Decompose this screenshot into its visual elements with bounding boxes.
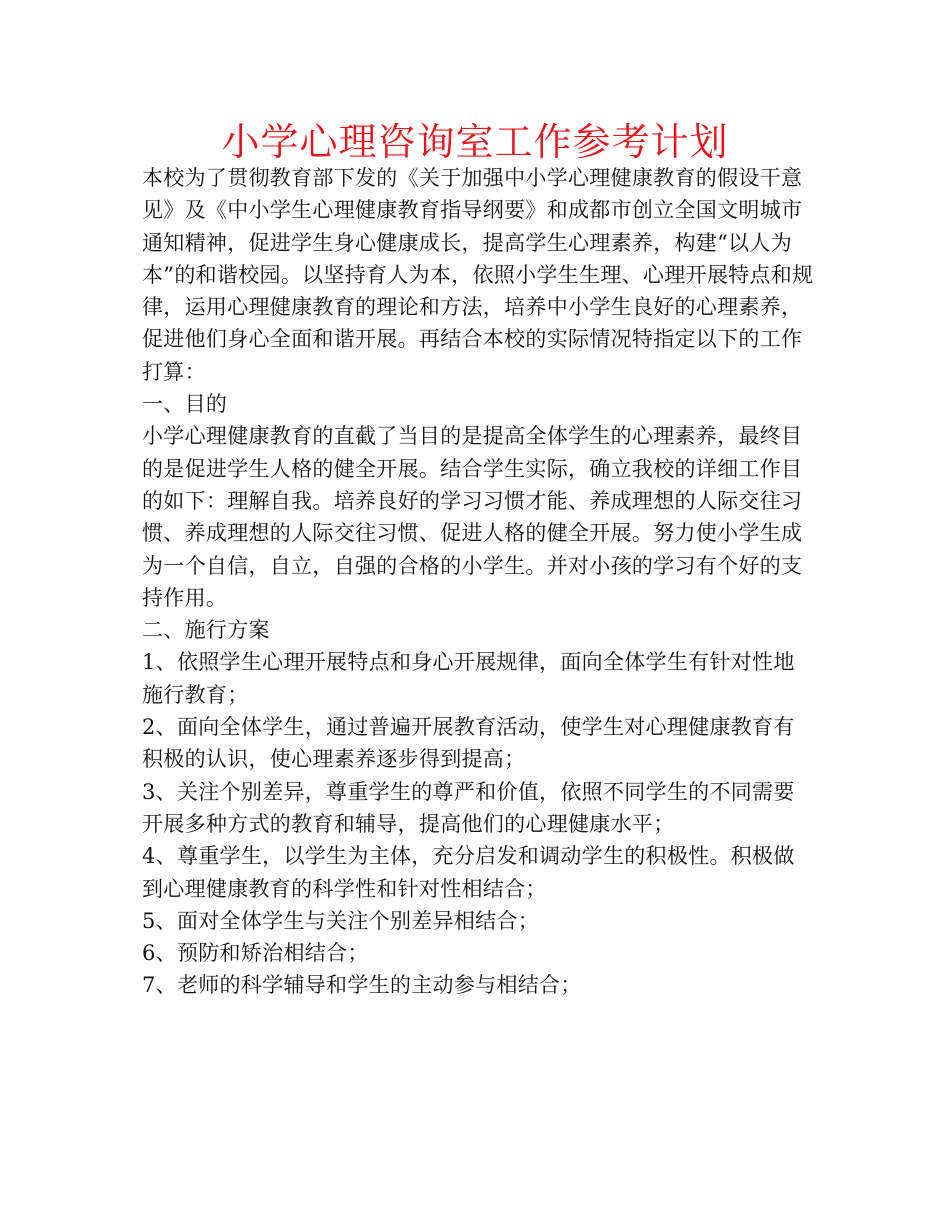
plan-item-6: 6、预防和矫治相结合； bbox=[142, 941, 369, 966]
intro-paragraph: 本校为了贯彻教育部下发的《关于加强中小学心理健康教育的假设干意见》及《中小学生心理健康教育指导纲要》和成都市创立全国文明城市通知精神，促进学生身心健康成长，提高学生心理素养，构建“以人为本”的和谐校园。以坚持育人为本，依照小学生生理、心理开展特点和规律，运用心理健康教育的理论和方法，培养中小学生良好的心理素养，促进他们身心全面和谐开展。再结合本校的实际情况特指定以下的工作打算： bbox=[142, 166, 814, 384]
section-heading-purpose: 一、目的 bbox=[142, 392, 228, 417]
plan-item-7: 7、老师的科学辅导和学生的主动参与相结合； bbox=[142, 973, 582, 998]
plan-item-5: 5、面对全体学生与关注个别差异相结合； bbox=[142, 908, 540, 933]
plan-item-2: 2、面向全体学生，通过普遍开展教育活动，使学生对心理健康教育有积极的认识，使心理素养逐步得到提高； bbox=[142, 715, 795, 772]
document-body bbox=[142, 162, 814, 1002]
purpose-paragraph: 小学心理健康教育的直截了当目的是提高全体学生的心理素养，最终目的是促进学生人格的健全开展。结合学生实际，确立我校的详细工作目的如下：理解自我。培养良好的学习习惯才能、养成理想的人际交往习惯、养成理想的人际交往习惯、促进人格的健全开展。努力使小学生成为一个自信，自立，自强的合格的小学生。并对小孩的学习有个好的支持作用。 bbox=[142, 424, 803, 610]
plan-item-3: 3、关注个别差异，尊重学生的尊严和价值，依照不同学生的不同需要开展多种方式的教育和辅导，提高他们的心理健康水平； bbox=[142, 779, 795, 836]
document-title: 小学心理咨询室工作参考计划 bbox=[221, 120, 729, 164]
plan-item-1: 1、依照学生心理开展特点和身心开展规律，面向全体学生有针对性地施行教育； bbox=[142, 650, 795, 707]
plan-item-4: 4、尊重学生，以学生为主体，充分启发和调动学生的积极性。积极做到心理健康教育的科学性和针对性相结合； bbox=[142, 844, 795, 901]
section-heading-plan: 二、施行方案 bbox=[142, 618, 270, 643]
